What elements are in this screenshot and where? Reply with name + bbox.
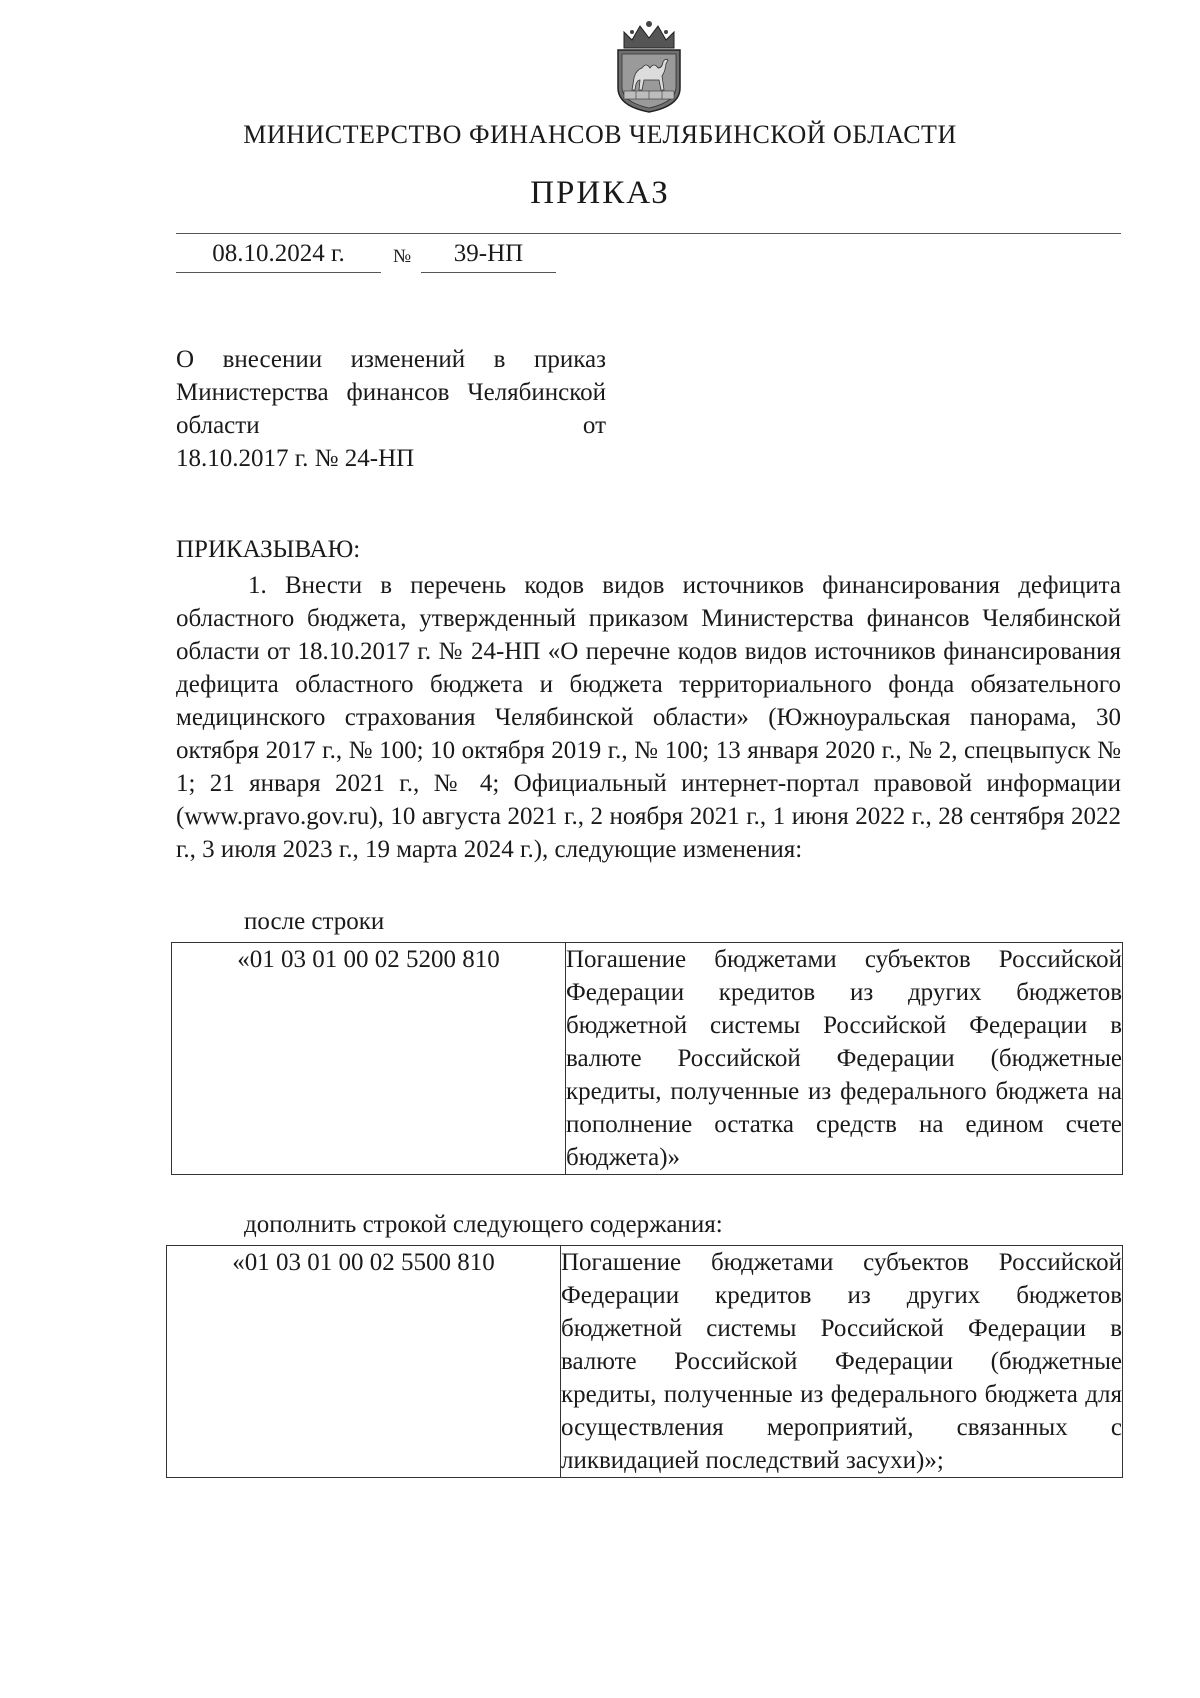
paragraph-1-text: 1. Внести в перечень кодов видов источников финансирования дефицита областного бюджета, утвержденный приказом Министерства финансов Челябинской области от 18.10.2017 г. № 24-НП «О перечне кодов видов источников финансирования дефицита областного бюджета и бюджета территориального фонда обязательного медицинского страхования Челябинской области» (Южноуральская панорама, 30 октября 2017 г., № 100; 10 октября 2019 г., № 100; 13 января 2020 г., № 2, спецвыпуск № 1; 21 января 2021 г., № 4; Официальный интернет-портал правовой информации (www.pravo.gov.ru), 10 августа 2021 г., 2 ноября 2021 г., 1 июня 2022 г., 28 сентября 2022 г., 3 июля 2023 г., 19 марта 2024 г.), следующие изменения: [176, 572, 1121, 863]
description-text: Погашение бюджетами субъектов Российской Федерации кредитов из других бюджетов бюджетной системы Российской Федерации в валюте Российской Федерации (бюджетные кредиты, полученные из федерального бюджета для осуществления мероприятий, связанных с ликвидацией последствий засухи)»; [561, 1249, 1122, 1474]
code-cell: «01 03 01 00 02 5500 810 [167, 1246, 561, 1478]
description-text: Погашение бюджетами субъектов Российской Федерации кредитов из других бюджетов бюджетной системы Российской Федерации в валюте Российской Федерации (бюджетные кредиты, полученные из федерального бюджета на пополнение остатка средств на едином счете бюджета)» [566, 946, 1122, 1171]
order-date-number [176, 240, 736, 280]
order-number: 39-НП [421, 240, 556, 273]
description-cell [561, 1246, 1123, 1478]
directive-heading: ПРИКАЗЫВАЮ: [176, 536, 361, 563]
description-cell [566, 943, 1123, 1175]
order-subject: О внесении изменений в приказ Министерства финансов Челябинской области от [176, 346, 606, 439]
paragraph-1 [176, 569, 1121, 866]
document-title: ПРИКАЗ [530, 175, 670, 211]
order-subject-reference: 18.10.2017 г. № 24-НП [176, 445, 415, 472]
order-date: 08.10.2024 г. [176, 240, 381, 273]
header-divider [176, 233, 1121, 234]
code-cell: «01 03 01 00 02 5200 810 [172, 943, 566, 1175]
number-sign: № [393, 246, 412, 267]
table-row [172, 943, 1123, 1175]
new-row-label: дополнить строкой следующего содержания: [244, 1211, 723, 1238]
after-row-label: после строки [244, 908, 385, 935]
coat-of-arms-icon [608, 18, 690, 114]
new-row-table [166, 1245, 1123, 1478]
table-row [167, 1246, 1123, 1478]
ministry-name: МИНИСТЕРСТВО ФИНАНСОВ ЧЕЛЯБИНСКОЙ ОБЛАСТИ [243, 120, 957, 149]
existing-row-table [171, 942, 1123, 1175]
